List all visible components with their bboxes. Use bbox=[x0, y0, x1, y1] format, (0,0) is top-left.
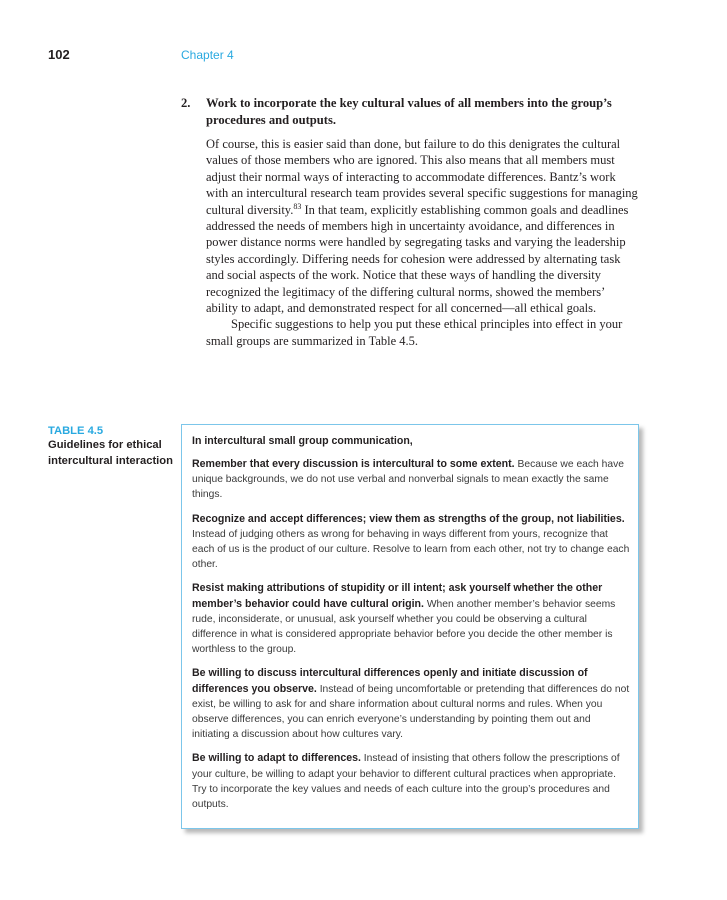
guidelines-table bbox=[181, 424, 639, 829]
page-number: 102 bbox=[48, 47, 70, 62]
guideline-item bbox=[192, 581, 630, 657]
numbered-item bbox=[181, 95, 641, 349]
guideline-text: When another member’s behavior seems rude, inconsiderate, or unusual, ask yourself whether you could be observing a cultural difference in what is considered appropriate behavior before you decide the other member is worthless to the group. bbox=[192, 598, 616, 656]
footnote-ref: 83 bbox=[293, 201, 302, 211]
table-intro: In intercultural small group communication, bbox=[192, 435, 413, 447]
paragraph-1 bbox=[206, 136, 638, 316]
guideline-item bbox=[192, 751, 630, 812]
guideline-text: Because we each have unique backgrounds, we do not use verbal and nonverbal signals to mean exactly the same things. bbox=[192, 459, 624, 501]
table-caption bbox=[48, 424, 173, 469]
guideline-item bbox=[192, 666, 630, 742]
guideline-text: Instead of being uncomfortable or pretending that differences do not exist, be willing to ask for and share information about cultural norms and rules. When you observe differences, you can enrich everyone’s understanding by pointing them out and initiating a discussion about how cultures vary. bbox=[192, 683, 630, 741]
body-text bbox=[206, 136, 638, 349]
guideline-item bbox=[192, 512, 630, 573]
guideline-heading: Be willing to adapt to differences. bbox=[192, 752, 361, 765]
chapter-label: Chapter 4 bbox=[181, 48, 234, 62]
table-label: TABLE 4.5 bbox=[48, 425, 104, 437]
guideline-text: Instead of insisting that others follow the prescriptions of your culture, be willing to adapt your behavior to different cultural practices when appropriate. Try to incorporate the key values and needs of each culture into the group’s procedures and outputs. bbox=[192, 753, 620, 811]
paragraph-1-text: Of course, this is easier said than done, but failure to do this denigrates the cultural values of those members who are ignored. This also means that all members must adjust their normal ways of interacting to accommodate differences. Bantz’s work with an intercultural research team provides several specific suggestions for managing cultural diversity. bbox=[206, 137, 638, 217]
paragraph-2: Specific suggestions to help you put these ethical principles into effect in your small groups are summarized in Table 4.5. bbox=[206, 317, 623, 348]
guideline-item bbox=[192, 457, 630, 503]
guideline-heading: Resist making attributions of stupidity or ill intent; ask yourself whether the other member’s behavior could have cultural origin. bbox=[192, 582, 603, 610]
item-title: Work to incorporate the key cultural values of all members into the group’s procedures and outputs. bbox=[206, 96, 612, 127]
table-title: Guidelines for ethical intercultural interaction bbox=[48, 439, 173, 467]
guideline-text: Instead of judging others as wrong for behaving in ways different from yours, recognize that each of us is the product of our culture. Resolve to learn from each other, not try to change each other. bbox=[192, 528, 630, 571]
guideline-heading: Be willing to discuss intercultural differences openly and initiate discussion of differences you observe. bbox=[192, 667, 588, 695]
item-number: 2. bbox=[181, 96, 191, 110]
paragraph-1-text-cont: In that team, explicitly establishing common goals and deadlines addressed the needs of members high in uncertainty avoidance, and differences in power distance norms were handled by segregating tasks and varying the leadership styles accordingly. Differing needs for cohesion were addressed by alternating task and social aspects of the work. Notice that these ways of handling the diversity recognized the legitimacy of the differing cultural norms, showed the members’ ability to adapt, and demonstrated respect for all concerned—all ethical goals. bbox=[206, 202, 629, 316]
item-heading bbox=[181, 95, 641, 129]
guideline-heading: Remember that every discussion is intercultural to some extent. bbox=[192, 458, 515, 470]
guideline-heading: Recognize and accept differences; view them as strengths of the group, not liabilities. bbox=[192, 512, 625, 525]
